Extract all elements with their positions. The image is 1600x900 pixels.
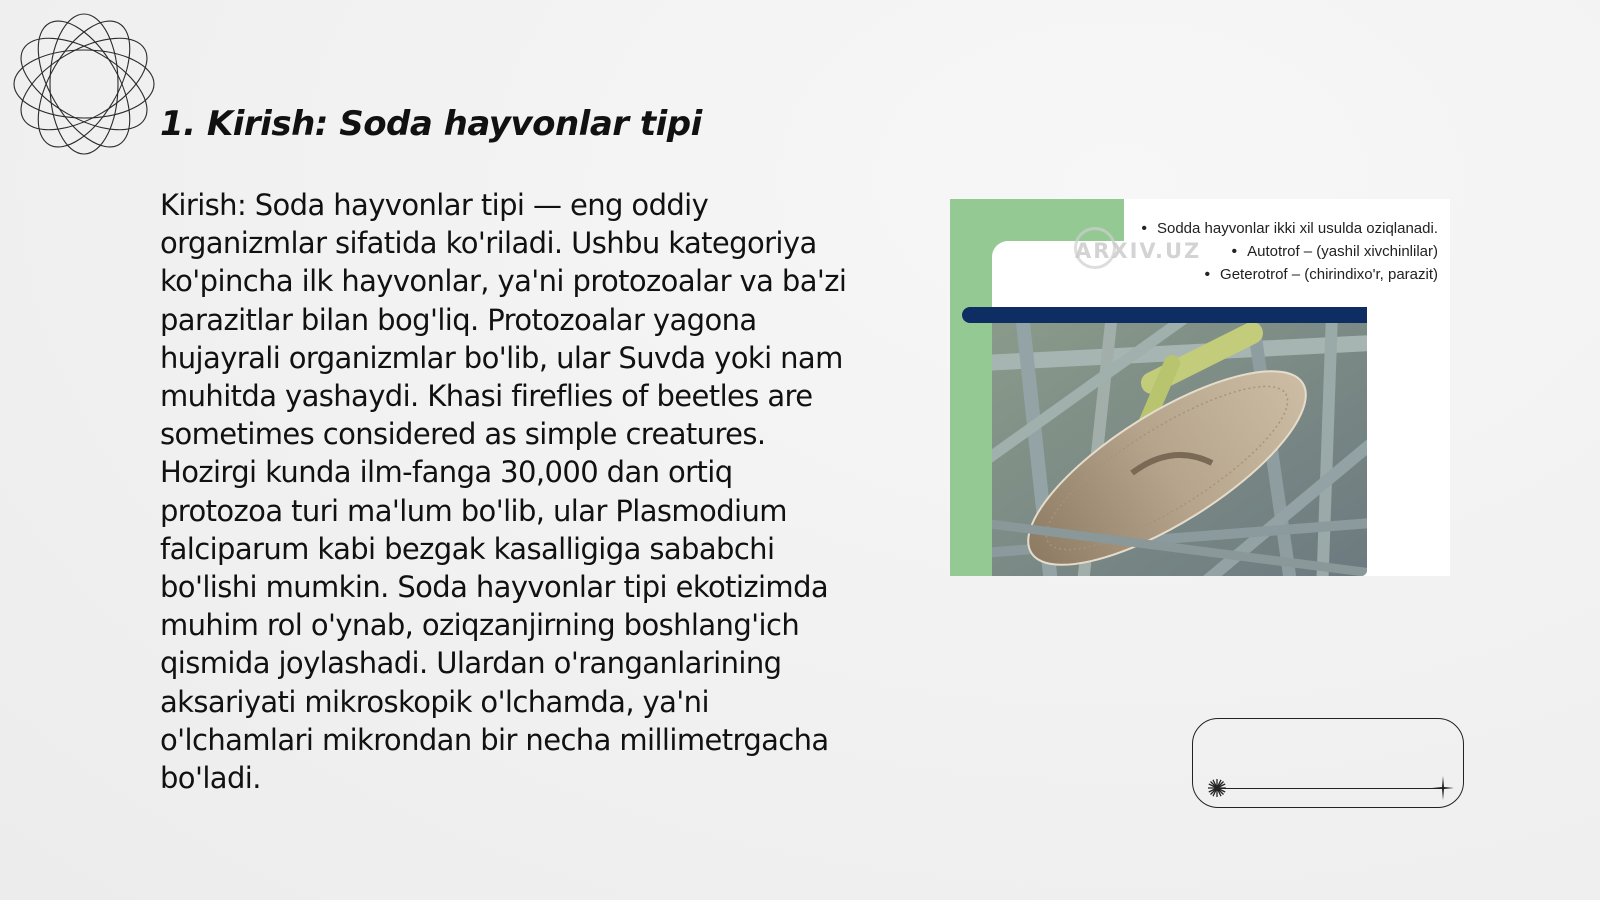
figure-blue-bar [962, 307, 1367, 323]
figure-bullet-2: • Autotrof – (yashil xivchinlilar) [1141, 240, 1438, 263]
slide-body-text: Kirish: Soda hayvonlar tipi — eng oddiy organizmlar sifatida ko'riladi. Ushbu kategoriya ko'pincha ilk hayvonlar, ya'ni protozoalar va ba'zi parazitlar bilan bog'liq. Protozoalar yagona hujayrali organizmlar bo'lib, ular Suvda yoki nam muhitda yashaydi. Khasi fireflies of beetles are sometimes considered as simple creatures. Hozirgi kunda ilm-fanga 30,000 dan ortiq protozoa turi ma'lum bo'lib, ular Plasmodium falciparum kabi bezgak kasalligiga sababchi bo'lishi mumkin. Soda hayvonlar tipi ekotizimda muhim rol o'ynab, oziqzanjirning boshlang'ich qismida joylashadi. Ulardan o'ranganlarining aksariyati mikroskopik o'lchamda, ya'ni o'lchamlari mikrondan bir necha millimetrgacha bo'ladi. [160, 188, 847, 796]
cross-sparkle-icon [1431, 775, 1455, 801]
figure-bullet-list [1141, 217, 1438, 286]
circular-rosette-icon [10, 10, 158, 158]
figure-watermark: ARXIV.UZ [1075, 239, 1202, 263]
star-burst-icon [1207, 778, 1227, 798]
figure-bullet-1: • Sodda hayvonlar ikki xil usulda oziqlanadi. [1141, 217, 1438, 240]
protozoa-figure [950, 199, 1450, 576]
micrograph-image [992, 323, 1367, 576]
slide-title: 1. Kirish: Soda hayvonlar tipi [160, 104, 702, 144]
figure-bullet-3: • Geterotrof – (chirindixo'r, parazit) [1141, 263, 1438, 286]
caption-divider [1217, 788, 1445, 789]
caption-frame [1192, 718, 1464, 808]
